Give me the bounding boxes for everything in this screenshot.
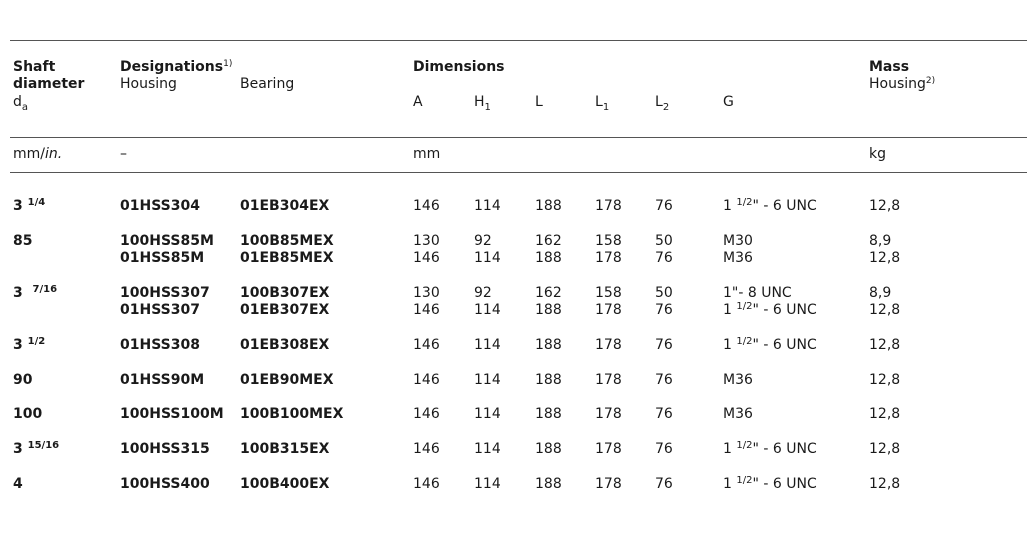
dim-l1: 178 <box>595 250 622 266</box>
dim-g-main: M36 <box>723 406 753 422</box>
header-dimensions: Dimensions <box>413 59 505 75</box>
shaft-diameter-fraction: 15/16 <box>27 440 60 451</box>
header-diameter: diameter <box>13 76 85 92</box>
housing-designation: 01HSS90M <box>120 372 205 388</box>
shaft-diameter-cell <box>13 476 23 493</box>
dim-l1: 178 <box>595 302 622 318</box>
header-mass: Mass <box>869 59 910 75</box>
dim-h1: 114 <box>474 337 501 353</box>
shaft-diameter-cell <box>13 198 45 216</box>
dim-g-fraction: 1/2 <box>736 336 753 347</box>
dim-h1: 114 <box>474 441 501 457</box>
dim-h1: 92 <box>474 233 492 249</box>
dim-a: 146 <box>413 476 440 492</box>
dim-g-main: M36 <box>723 372 753 388</box>
dim-l: 188 <box>535 337 562 353</box>
dim-g <box>723 198 817 216</box>
dim-g-main: 1 <box>723 198 732 214</box>
shaft-diameter-cell <box>13 406 42 423</box>
dim-g-main: M36 <box>723 250 753 266</box>
bearing-designation: 100B100MEX <box>240 406 344 422</box>
dim-h1: 114 <box>474 250 501 266</box>
bearing-designation: 100B307EX <box>240 285 330 301</box>
bearing-designation: 01EB304EX <box>240 198 330 214</box>
header-col-l2-sub: 2 <box>662 102 670 113</box>
mass-housing: 12,8 <box>869 337 901 353</box>
dim-l2: 76 <box>655 250 673 266</box>
dim-a: 146 <box>413 302 440 318</box>
bearing-designation: 01EB90MEX <box>240 372 334 388</box>
mass-housing: 12,8 <box>869 406 901 422</box>
shaft-diameter-fraction: 1/4 <box>27 197 46 208</box>
dim-g-fraction: 1/2 <box>736 440 753 451</box>
housing-designation: 100HSS307 <box>120 285 210 301</box>
header-col-g: G <box>723 94 734 110</box>
header-col-l: L <box>535 94 543 110</box>
dim-a: 146 <box>413 198 440 214</box>
dim-g-main: 1 <box>723 337 732 353</box>
dim-l1: 178 <box>595 441 622 457</box>
bearing-designation: 100B85MEX <box>240 233 334 249</box>
header-designations-label: Designations <box>120 59 224 75</box>
mass-housing: 12,8 <box>869 250 901 266</box>
dim-a: 146 <box>413 337 440 353</box>
dim-g <box>723 406 753 423</box>
bearing-designation: 01EB85MEX <box>240 250 334 266</box>
dim-l2: 76 <box>655 406 673 422</box>
mass-housing: 12,8 <box>869 441 901 457</box>
unit-dimensions: mm <box>413 146 441 162</box>
shaft-diameter-whole: 3 <box>13 337 23 353</box>
dim-l: 162 <box>535 285 562 301</box>
bearing-designation: 100B315EX <box>240 441 330 457</box>
shaft-diameter-whole: 4 <box>13 476 23 492</box>
unit-shaft-mm: mm/ <box>13 146 45 162</box>
header-housing: Housing <box>120 76 177 92</box>
dim-g-main: 1"- 8 UNC <box>723 285 792 301</box>
dim-h1: 114 <box>474 476 501 492</box>
bearing-designation: 01EB308EX <box>240 337 330 353</box>
dim-g-main: 1 <box>723 441 732 457</box>
dim-g-fraction: 1/2 <box>736 475 753 486</box>
housing-designation: 01HSS307 <box>120 302 200 318</box>
dim-g <box>723 441 817 459</box>
header-col-l2-main: L <box>655 94 663 110</box>
dim-l: 162 <box>535 233 562 249</box>
header-col-l1-sub: 1 <box>602 102 610 113</box>
mass-housing: 12,8 <box>869 198 901 214</box>
dim-l2: 76 <box>655 476 673 492</box>
header-mass-footnote: 2) <box>925 76 936 86</box>
mass-housing: 8,9 <box>869 285 892 301</box>
dim-g <box>723 476 817 494</box>
dim-l2: 50 <box>655 285 673 301</box>
shaft-diameter-cell <box>13 441 59 459</box>
shaft-diameter-cell <box>13 372 32 389</box>
header-col-l1 <box>595 94 609 112</box>
dim-a: 130 <box>413 233 440 249</box>
header-mass-housing <box>869 76 935 95</box>
shaft-diameter-whole: 3 <box>13 198 23 214</box>
bearing-designation: 01EB307EX <box>240 302 330 318</box>
dim-l1: 178 <box>595 476 622 492</box>
shaft-diameter-whole: 90 <box>13 372 33 388</box>
dim-g-main: 1 <box>723 302 732 318</box>
shaft-diameter-fraction: 1/2 <box>27 336 46 347</box>
dim-l1: 158 <box>595 285 622 301</box>
dim-g <box>723 250 753 267</box>
dim-l: 188 <box>535 406 562 422</box>
dim-g <box>723 372 753 389</box>
dim-g <box>723 302 817 320</box>
housing-designation: 100HSS85M <box>120 233 214 249</box>
dim-l1: 158 <box>595 233 622 249</box>
header-da <box>13 94 28 112</box>
shaft-diameter-whole: 85 <box>13 233 33 249</box>
header-col-l2 <box>655 94 669 112</box>
dim-h1: 114 <box>474 302 501 318</box>
dim-a: 146 <box>413 441 440 457</box>
unit-shaft-in: in. <box>45 146 63 162</box>
dim-l2: 76 <box>655 372 673 388</box>
mass-housing: 12,8 <box>869 372 901 388</box>
dim-h1: 114 <box>474 406 501 422</box>
top-rule <box>10 40 1027 41</box>
shaft-diameter-whole: 100 <box>13 406 43 422</box>
dim-a: 146 <box>413 406 440 422</box>
dim-a: 130 <box>413 285 440 301</box>
dim-l: 188 <box>535 302 562 318</box>
dim-l1: 178 <box>595 198 622 214</box>
dim-l: 188 <box>535 198 562 214</box>
header-col-h-sub: 1 <box>484 102 491 113</box>
dim-g <box>723 337 817 355</box>
dim-l: 188 <box>535 250 562 266</box>
dim-l: 188 <box>535 441 562 457</box>
housing-designation: 01HSS308 <box>120 337 200 353</box>
housing-designation: 100HSS400 <box>120 476 210 492</box>
header-d-main: d <box>13 94 22 110</box>
dim-g <box>723 233 753 250</box>
dim-h1: 114 <box>474 372 501 388</box>
header-designations-footnote: 1) <box>223 59 233 69</box>
housing-designation: 01HSS304 <box>120 198 200 214</box>
dim-g <box>723 285 792 302</box>
shaft-diameter-cell <box>13 337 45 355</box>
dim-l2: 76 <box>655 198 673 214</box>
shaft-diameter-cell <box>13 233 32 250</box>
dim-l2: 50 <box>655 233 673 249</box>
shaft-diameter-cell <box>13 285 57 303</box>
header-mass-housing-label: Housing <box>869 76 926 92</box>
dim-l1: 178 <box>595 372 622 388</box>
dim-l: 188 <box>535 372 562 388</box>
dim-g-suffix: " - 6 UNC <box>752 337 817 353</box>
dim-l1: 178 <box>595 337 622 353</box>
dim-l2: 76 <box>655 441 673 457</box>
dim-g-fraction: 1/2 <box>736 301 753 312</box>
shaft-diameter-whole: 3 <box>13 441 23 457</box>
units-bottom-rule <box>10 172 1027 173</box>
header-col-a: A <box>413 94 423 110</box>
unit-mass: kg <box>869 146 886 162</box>
dim-g-suffix: " - 6 UNC <box>752 441 817 457</box>
housing-designation: 100HSS315 <box>120 441 210 457</box>
header-col-h-main: H <box>474 94 485 110</box>
dim-g-main: 1 <box>723 476 732 492</box>
mass-housing: 8,9 <box>869 233 892 249</box>
unit-shaft <box>13 146 62 163</box>
header-col-l1-main: L <box>595 94 603 110</box>
unit-designation: – <box>120 146 127 162</box>
header-bottom-rule <box>10 137 1027 138</box>
mass-housing: 12,8 <box>869 476 901 492</box>
housing-designation: 01HSS85M <box>120 250 205 266</box>
dim-l2: 76 <box>655 337 673 353</box>
mass-housing: 12,8 <box>869 302 901 318</box>
dim-g-main: M30 <box>723 233 753 249</box>
dim-l2: 76 <box>655 302 673 318</box>
dim-a: 146 <box>413 372 440 388</box>
header-d-sub: a <box>21 102 29 113</box>
shaft-diameter-fraction: 7/16 <box>32 284 58 295</box>
dim-a: 146 <box>413 250 440 266</box>
dim-l: 188 <box>535 476 562 492</box>
dim-g-suffix: " - 6 UNC <box>752 198 817 214</box>
header-bearing: Bearing <box>240 76 295 92</box>
header-col-h1 <box>474 94 491 112</box>
bearing-designation: 100B400EX <box>240 476 330 492</box>
dim-g-suffix: " - 6 UNC <box>752 302 817 318</box>
shaft-diameter-whole: 3 <box>13 285 23 301</box>
dim-h1: 92 <box>474 285 492 301</box>
dim-g-fraction: 1/2 <box>736 197 753 208</box>
housing-designation: 100HSS100M <box>120 406 224 422</box>
dim-l1: 178 <box>595 406 622 422</box>
header-shaft: Shaft <box>13 59 56 75</box>
dim-h1: 114 <box>474 198 501 214</box>
dim-g-suffix: " - 6 UNC <box>752 476 817 492</box>
